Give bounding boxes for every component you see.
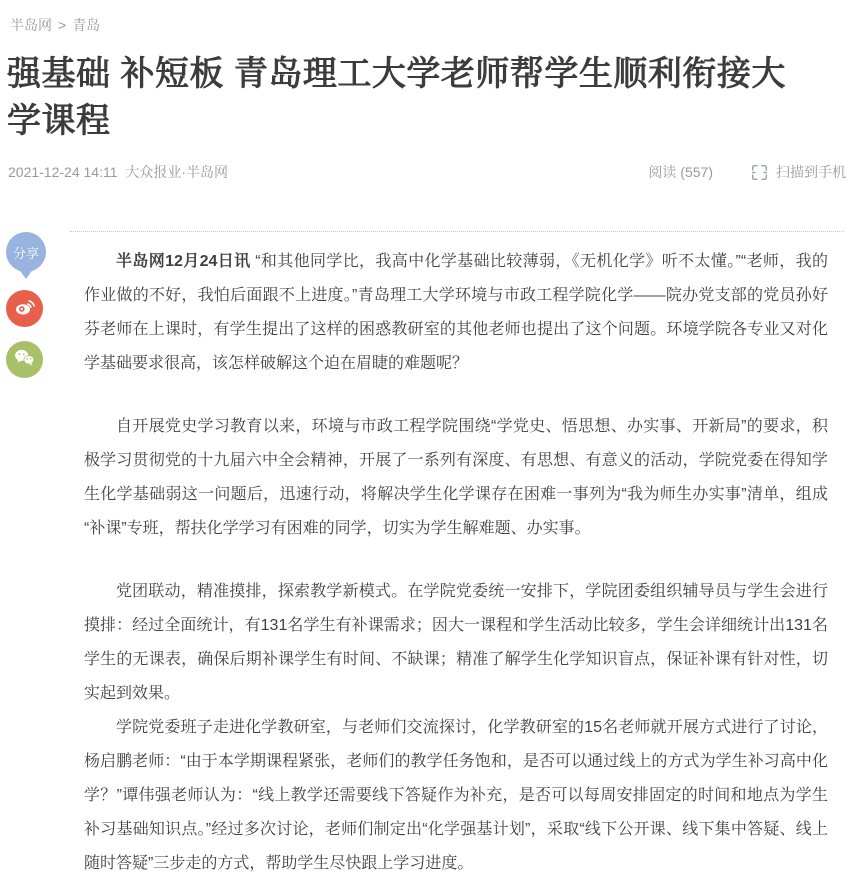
article-body bbox=[70, 231, 844, 881]
paragraph-lead: 半岛网12月24日讯 bbox=[116, 253, 251, 270]
publish-datetime: 2021-12-24 14:11 bbox=[8, 164, 118, 180]
article-meta-row bbox=[8, 162, 846, 182]
share-label-balloon bbox=[6, 232, 46, 272]
read-count: 阅读 (557) bbox=[648, 164, 713, 180]
page-title: 强基础 补短板 青岛理工大学老师帮学生顺利衔接大学课程 bbox=[7, 55, 786, 140]
breadcrumb bbox=[0, 0, 860, 35]
weibo-icon bbox=[13, 295, 36, 323]
article-paragraph: 学院党委班子走进化学教研室，与老师们交流探讨，化学教研室的15名老师就开展方式进行了讨论，杨启鹏老师：“由于本学期课程紧张，老师们的教学任务饱和，是否可以通过线上的方式为学生补习高中化学？”谭伟强老师认为：“线上教学还需要线下答疑作为补充，是否可以每周安排固定的时间和地点为学生补习基础知识点。”经过多次讨论，老师们制定出“化学强基计划”，采取“线下公开课、线下集中答疑、线上随时答疑”三步走的方式，帮助学生尽快跟上学习进度。 bbox=[84, 719, 828, 872]
share-label: 分享 bbox=[12, 245, 39, 261]
wechat-icon bbox=[13, 346, 36, 374]
article-meta bbox=[8, 162, 228, 182]
breadcrumb-separator: > bbox=[58, 17, 67, 33]
article-paragraph: 自开展党史学习教育以来，环境与市政工程学院围绕“学党史、悟思想、办实事、开新局”的要求，积极学习贯彻党的十九届六中全会精神，开展了一系列有深度、有思想、有意义的活动，学院党委在得知学生化学基础弱这一问题后，迅速行动，将解决学生化学课存在困难一事列为“我为师生办实事”清单，组成“补课”专班，帮扶化学学习有困难的同学，切实为学生解难题、办实事。 bbox=[84, 418, 828, 537]
share-wechat-button[interactable] bbox=[6, 341, 43, 378]
scan-frame-icon bbox=[751, 164, 776, 181]
share-column bbox=[6, 232, 50, 378]
scan-to-phone-button[interactable] bbox=[751, 162, 846, 182]
scan-label: 扫描到手机 bbox=[776, 164, 846, 180]
share-weibo-button[interactable] bbox=[6, 290, 43, 327]
breadcrumb-site-link[interactable]: 半岛网 bbox=[10, 17, 52, 33]
article-paragraph: 党团联动，精准摸排，探索教学新模式。在学院党委统一安排下，学院团委组织辅导员与学生会进行摸排：经过全面统计，有131名学生有补课需求；因大一课程和学生活动比较多，学生会详细统计出131名学生的无课表，确保后期补课学生有时间、不缺课；精准了解学生化学知识盲点，保证补课有针对性，切实起到效果。 bbox=[84, 583, 828, 702]
breadcrumb-category-link[interactable]: 青岛 bbox=[72, 17, 101, 33]
article-paragraph: 半岛网12月24日讯 “和其他同学比，我高中化学基础比较薄弱，《无机化学》听不太懂。”“老师，我的作业做的不好，我怕后面跟不上进度。”青岛理工大学环境与市政工程学院化学——院办党支部的党员孙好芬老师在上课时，有学生提出了这样的困惑教研室的其他老师也提出了这个问题。环境学院各专业又对化学基础要求很高，该怎样破解这个迫在眉睫的难题呢？ bbox=[84, 253, 828, 372]
source-label: 大众报业·半岛网 bbox=[125, 164, 229, 180]
